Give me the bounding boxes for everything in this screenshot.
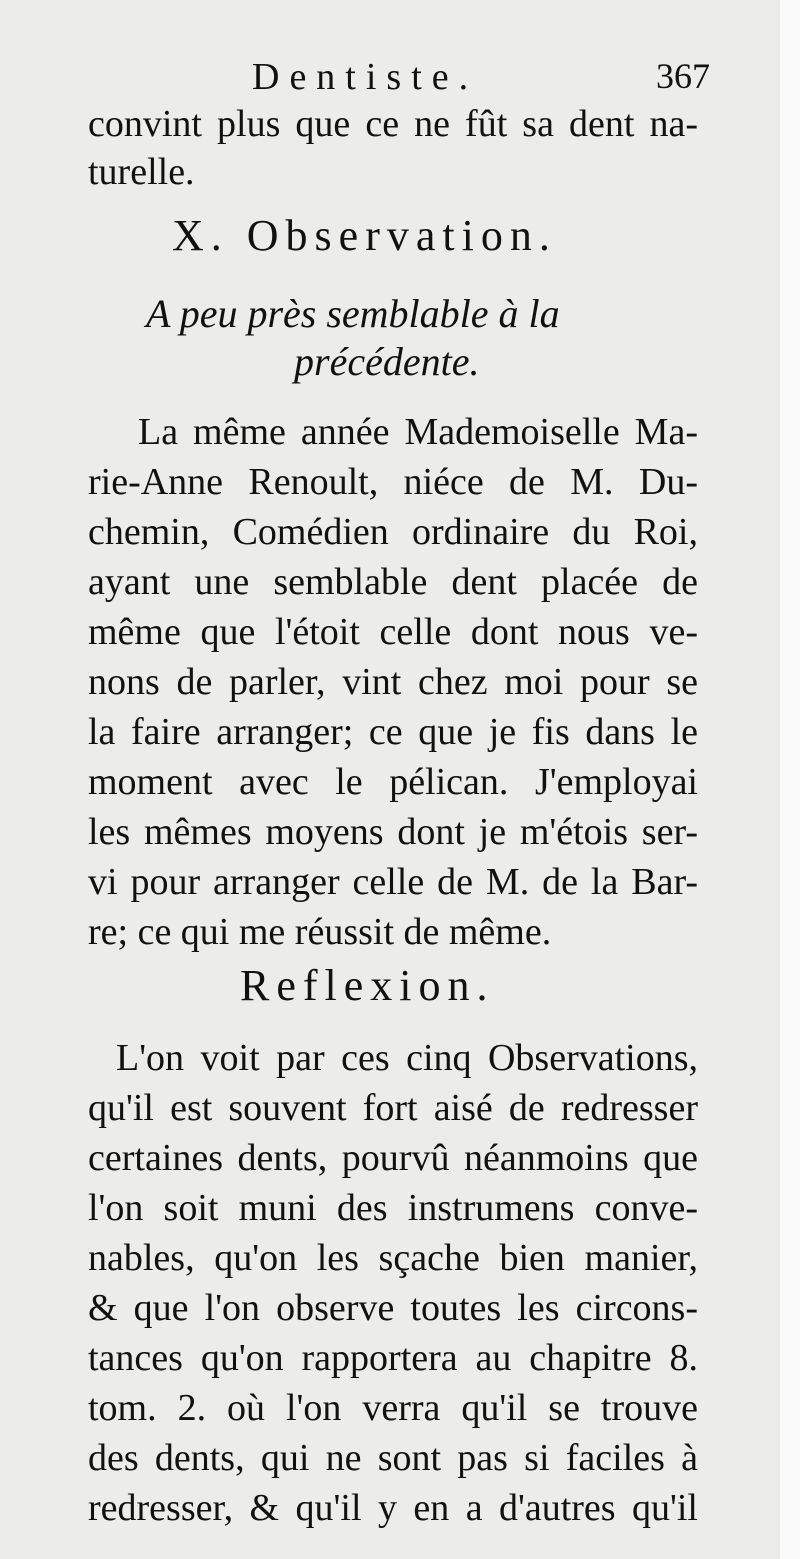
text-line: certaines dents, pourvû néanmoins que [88, 1137, 698, 1179]
text-line: & que l'on observe toutes les circons- [88, 1287, 698, 1329]
text-line: la faire arranger; ce que je fis dans le [88, 711, 698, 753]
text-line: chemin, Comédien ordinaire du Roi, [88, 511, 698, 553]
text-line: tom. 2. où l'on verra qu'il se trouve [88, 1387, 698, 1429]
text-line: L'on voit par ces cinq Observations, [116, 1037, 698, 1079]
text-line: nons de parler, vint chez moi pour se [88, 661, 698, 703]
page-edge [780, 0, 800, 1559]
text-line: qu'il est souvent fort aisé de redresser [88, 1087, 698, 1129]
text-line: ayant une semblable dent placée de [88, 561, 698, 603]
reflexion-heading: Reflexion. [240, 961, 495, 1010]
running-title: Dentiste. [252, 56, 479, 98]
text-line: nables, qu'on les sçache bien manier, [88, 1237, 698, 1279]
text-line: rie-Anne Renoult, niéce de M. Du- [88, 461, 698, 503]
text-line: vi pour arranger celle de M. de la Bar- [88, 861, 698, 903]
subtitle-line: précédente. [294, 339, 480, 384]
text-line: convint plus que ce ne fût sa dent na- [88, 103, 698, 145]
text-line: turelle. [88, 151, 195, 193]
running-header [252, 55, 710, 99]
text-line: re; ce qui me réussit de même. [88, 911, 552, 953]
text-line: tances qu'on rapportera au chapitre 8. [88, 1337, 698, 1379]
text-line: même que l'étoit celle dont nous ve- [88, 611, 698, 653]
page-number: 367 [656, 56, 710, 96]
text-line: des dents, qui ne sont pas si faciles à [88, 1437, 698, 1479]
text-line: redresser, & qu'il y en a d'autres qu'il [88, 1487, 698, 1529]
text-line: les mêmes moyens dont je m'étois ser- [88, 811, 698, 853]
show-through [80, 150, 88, 184]
text-line: l'on soit muni des instrumens conve- [88, 1187, 698, 1229]
subtitle-line: A peu près semblable à la [146, 291, 560, 336]
section-heading: X. Observation. [172, 211, 557, 260]
text-line: La même année Mademoiselle Ma- [138, 411, 698, 453]
text-line: moment avec le pélican. J'employai [88, 761, 698, 803]
